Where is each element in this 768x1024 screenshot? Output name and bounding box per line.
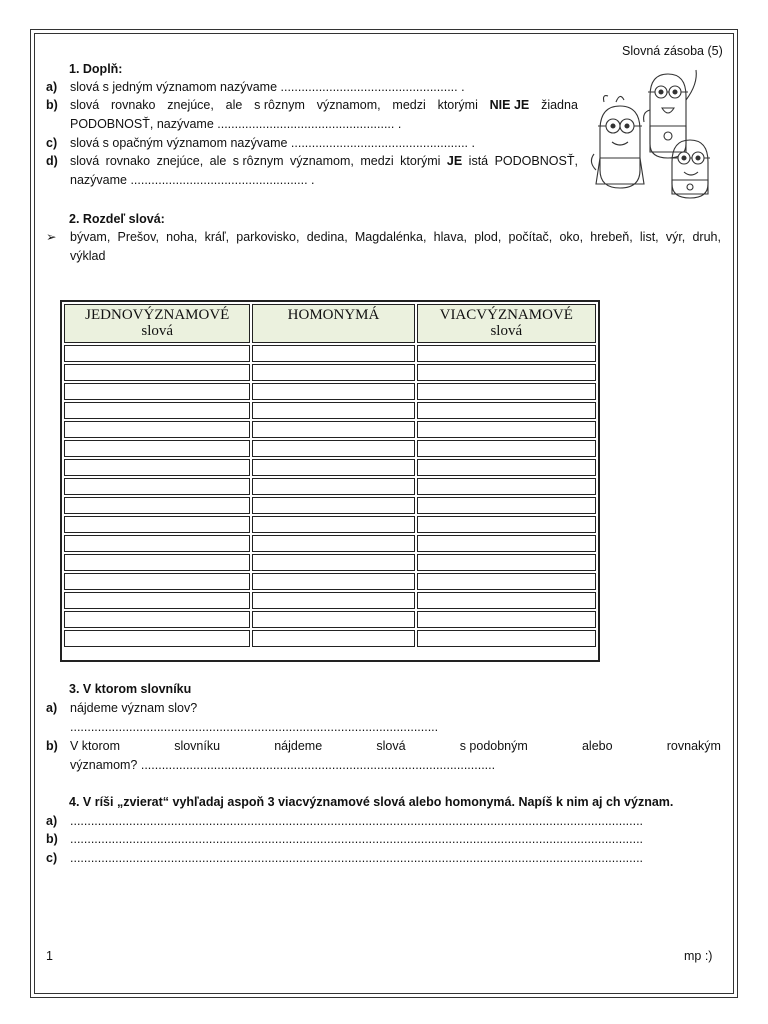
table-cell[interactable]	[64, 459, 250, 476]
task4-b-answer-line[interactable]: .....................................................................................................................................................................	[70, 832, 644, 846]
table-row	[64, 611, 596, 628]
task4-c-answer-line[interactable]: .....................................................................................................................................................................	[70, 851, 644, 865]
table-cell[interactable]	[417, 611, 596, 628]
table-cell[interactable]	[417, 516, 596, 533]
table-header-homonyms: HOMONYMÁ	[252, 304, 414, 343]
task4-heading: 4. V ríši „zvierat“ vyhľadaj aspoň 3 viacvýznamové slová alebo homonymá. Napíš k nim aj ch význam.	[69, 795, 674, 809]
table-cell[interactable]	[64, 611, 250, 628]
task4-c-label: c)	[46, 851, 58, 865]
table-header-polysemous: VIACVÝZNAMOVÉ slová	[417, 304, 596, 343]
table-cell[interactable]	[64, 402, 250, 419]
table-cell[interactable]	[417, 554, 596, 571]
minions-illustration	[586, 66, 716, 202]
table-cell[interactable]	[64, 421, 250, 438]
table-cell[interactable]	[417, 459, 596, 476]
table-row	[64, 440, 596, 457]
table-cell[interactable]	[64, 554, 250, 571]
table-row	[64, 345, 596, 362]
table-cell[interactable]	[417, 364, 596, 381]
task1-d-line2: nazývame ................................................... .	[70, 173, 315, 187]
task1-a-text: slová s jedným významom nazývame ................................................... .	[70, 80, 465, 94]
table-cell[interactable]	[64, 573, 250, 590]
task2-heading: 2. Rozdeľ slová:	[69, 212, 165, 226]
task1-heading: 1. Doplň:	[69, 62, 123, 76]
task2-words-line2: výklad	[70, 249, 106, 263]
table-cell[interactable]	[64, 516, 250, 533]
table-row	[64, 516, 596, 533]
page-number: 1	[46, 949, 53, 963]
table-cell[interactable]	[252, 497, 414, 514]
table-cell[interactable]	[417, 573, 596, 590]
table-cell[interactable]	[417, 345, 596, 362]
table-cell[interactable]	[417, 478, 596, 495]
bullet-icon: ➢	[46, 230, 57, 244]
table-header-monosemous: JEDNOVÝZNAMOVÉ slová	[64, 304, 250, 343]
table-cell[interactable]	[252, 421, 414, 438]
table-cell[interactable]	[417, 402, 596, 419]
table-row	[64, 383, 596, 400]
task1-b-label: b)	[46, 98, 58, 112]
table-cell[interactable]	[252, 554, 414, 571]
table-cell[interactable]	[252, 611, 414, 628]
task4-a-label: a)	[46, 814, 58, 828]
task3-b-line1: V ktorom slovníku nájdeme slová s podobným alebo rovnakým	[70, 739, 721, 753]
task4-a-answer-line[interactable]: .....................................................................................................................................................................	[70, 814, 644, 828]
table-cell[interactable]	[252, 345, 414, 362]
table-cell[interactable]	[252, 535, 414, 552]
table-cell[interactable]	[64, 592, 250, 609]
table-cell[interactable]	[252, 364, 414, 381]
table-cell[interactable]	[252, 459, 414, 476]
table-cell[interactable]	[252, 402, 414, 419]
task1-c-label: c)	[46, 136, 58, 150]
table-cell[interactable]	[64, 478, 250, 495]
task2-words-line1: bývam, Prešov, noha, kráľ, parkovisko, dedina, Magdalénka, hlava, plod, počítač, oko, hrebeň, list, výr, druh,	[70, 230, 721, 244]
table-cell[interactable]	[64, 630, 250, 647]
table-cell[interactable]	[417, 630, 596, 647]
table-cell[interactable]	[417, 440, 596, 457]
task3-a-answer-line[interactable]: ..........................................................................................................	[70, 720, 439, 734]
table-row	[64, 478, 596, 495]
table-cell[interactable]	[252, 383, 414, 400]
task4-b-label: b)	[46, 832, 58, 846]
classification-table	[60, 300, 600, 662]
table-row	[64, 535, 596, 552]
task3-heading: 3. V ktorom slovníku	[69, 682, 192, 696]
table-cell[interactable]	[417, 421, 596, 438]
table-row	[64, 364, 596, 381]
table-cell[interactable]	[64, 345, 250, 362]
table-cell[interactable]	[64, 440, 250, 457]
table-cell[interactable]	[252, 516, 414, 533]
table-cell[interactable]	[417, 497, 596, 514]
table-row	[64, 573, 596, 590]
table-cell[interactable]	[64, 383, 250, 400]
task1-b-line1: slová rovnako znejúce, ale s rôznym významom, medzi ktorými NIE JE žiadna	[70, 98, 578, 112]
table-cell[interactable]	[252, 630, 414, 647]
table-cell[interactable]	[417, 535, 596, 552]
table-cell[interactable]	[252, 440, 414, 457]
task1-d-line1: slová rovnako znejúce, ale s rôznym významom, medzi ktorými JE istá PODOBNOSŤ,	[70, 154, 578, 168]
table-cell[interactable]	[252, 592, 414, 609]
table-row	[64, 554, 596, 571]
table-row	[64, 592, 596, 609]
table-cell[interactable]	[417, 592, 596, 609]
table-row	[64, 630, 596, 647]
worksheet-title: Slovná zásoba (5)	[622, 44, 723, 58]
table-row	[64, 497, 596, 514]
task3-a-label: a)	[46, 701, 58, 715]
task3-b-line2[interactable]: významom? ......................................................................................................	[70, 758, 496, 772]
table-cell[interactable]	[64, 364, 250, 381]
task1-a-label: a)	[46, 80, 58, 94]
task1-d-label: d)	[46, 154, 58, 168]
table-row	[64, 402, 596, 419]
table-row	[64, 459, 596, 476]
table-cell[interactable]	[252, 573, 414, 590]
table-cell[interactable]	[417, 383, 596, 400]
table-cell[interactable]	[64, 497, 250, 514]
task1-c-text: slová s opačným významom nazývame ................................................... .	[70, 136, 475, 150]
task3-b-label: b)	[46, 739, 58, 753]
author-signature: mp :)	[684, 949, 713, 963]
task3-a-text: nájdeme význam slov?	[70, 701, 198, 715]
task1-b-line2: PODOBNOSŤ, nazývame ................................................... .	[70, 117, 402, 131]
table-cell[interactable]	[252, 478, 414, 495]
table-cell[interactable]	[64, 535, 250, 552]
table-row	[64, 421, 596, 438]
